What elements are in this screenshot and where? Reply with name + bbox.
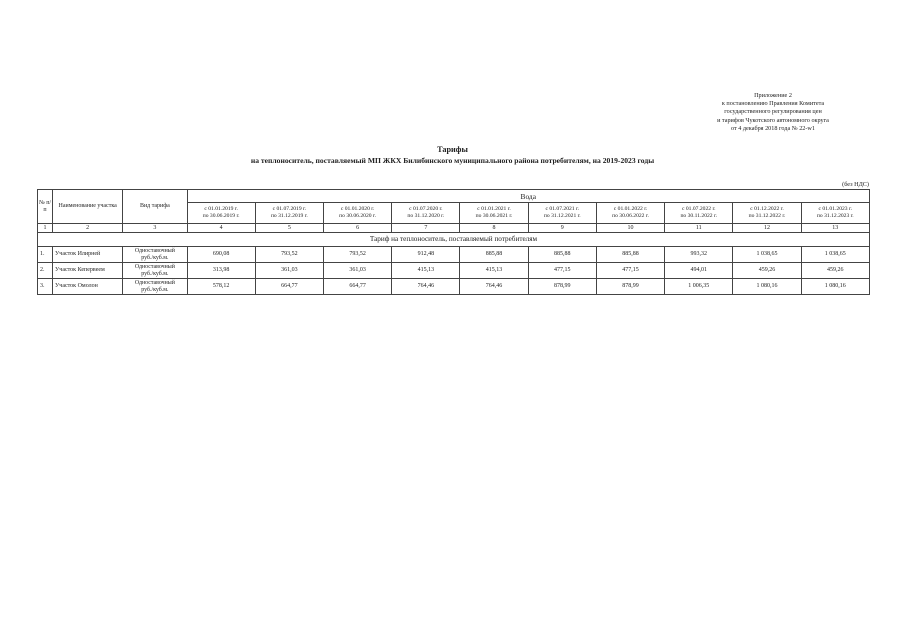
column-number: 3 (123, 224, 187, 233)
header-period: с 01.07.2020 г. по 31.12.2020 г. (392, 203, 460, 224)
appendix-date-line: от 4 декабря 2018 года № 22-w1 (730, 124, 815, 132)
section-title: Тариф на теплоноситель, поставляемый потребителям (38, 233, 870, 247)
header-site: Наименование участка (53, 190, 123, 224)
tariff-value: 690,08 (187, 247, 255, 263)
tariff-value: 1 080,16 (801, 279, 869, 295)
tariff-value: 1 038,65 (733, 247, 801, 263)
header-period: с 01.07.2019 г. по 31.12.2019 г. (255, 203, 323, 224)
site-name: Участок Илирней (53, 247, 123, 263)
tariff-value: 885,88 (596, 247, 664, 263)
tariff-value: 1 080,16 (733, 279, 801, 295)
header-period: с 01.07.2022 г. по 30.11.2022 г. (665, 203, 733, 224)
tariff-table (37, 189, 870, 295)
column-number: 9 (528, 224, 596, 233)
row-number: 1. (38, 247, 53, 263)
row-number: 3. (38, 279, 53, 295)
tariff-value: 664,77 (323, 279, 391, 295)
tariff-value: 885,88 (460, 247, 528, 263)
tariff-value: 793,52 (255, 247, 323, 263)
header-period: с 01.01.2022 г. по 30.06.2022 г. (596, 203, 664, 224)
tariff-type: Одноставочный руб./куб.м. (123, 279, 187, 295)
tariff-value: 459,26 (733, 263, 801, 279)
site-name: Участок Омолон (53, 279, 123, 295)
column-number: 2 (53, 224, 123, 233)
appendix-header (682, 92, 864, 133)
tariff-value: 664,77 (255, 279, 323, 295)
section-row (38, 233, 870, 247)
vat-note: (без НДС) (842, 181, 869, 188)
tariff-value: 415,13 (392, 263, 460, 279)
column-number: 6 (323, 224, 391, 233)
table-row (38, 263, 870, 279)
document-title: Тарифы (437, 145, 468, 154)
tariff-value: 878,99 (596, 279, 664, 295)
document-subtitle: на теплоноситель, поставляемый МП ЖКХ Билибинского муниципального района потребителям, на 2019-2023 годы (250, 156, 655, 165)
tariff-value: 415,13 (460, 263, 528, 279)
appendix-title: Приложение 2 (754, 92, 792, 99)
tariff-value: 912,48 (392, 247, 460, 263)
column-number: 11 (665, 224, 733, 233)
tariff-value: 578,12 (187, 279, 255, 295)
column-number: 1 (38, 224, 53, 233)
column-number: 12 (733, 224, 801, 233)
tariff-value: 477,15 (596, 263, 664, 279)
header-num: № п/п (38, 190, 53, 224)
tariff-value: 494,01 (665, 263, 733, 279)
column-number: 7 (392, 224, 460, 233)
tariff-value: 993,32 (665, 247, 733, 263)
row-number: 2. (38, 263, 53, 279)
appendix-line: и тарифов Чукотского автономного округа (717, 116, 829, 124)
column-number: 13 (801, 224, 869, 233)
tariff-value: 1 006,35 (665, 279, 733, 295)
tariff-value: 885,88 (528, 247, 596, 263)
header-period: с 01.01.2021 г. по 30.06.2021 г. (460, 203, 528, 224)
tariff-value: 459,26 (801, 263, 869, 279)
appendix-line: государственного регулирования цен (724, 108, 822, 116)
tariff-type: Одноставочный руб./куб.м. (123, 263, 187, 279)
tariff-value: 313,98 (187, 263, 255, 279)
header-tariff-type: Вид тарифа (123, 190, 187, 224)
header-period: с 01.01.2019 г. по 30.06.2019 г. (187, 203, 255, 224)
tariff-value: 361,03 (323, 263, 391, 279)
header-period: с 01.12.2022 г. по 31.12.2022 г. (733, 203, 801, 224)
tariff-value: 1 038,65 (801, 247, 869, 263)
tariff-value: 764,46 (392, 279, 460, 295)
tariff-value: 477,15 (528, 263, 596, 279)
column-number: 5 (255, 224, 323, 233)
tariff-value: 793,52 (323, 247, 391, 263)
table-row (38, 279, 870, 295)
column-numbers-row (38, 224, 870, 233)
table-row (38, 247, 870, 263)
tariff-value: 764,46 (460, 279, 528, 295)
column-number: 8 (460, 224, 528, 233)
header-period: с 01.01.2023 г. по 31.12.2023 г. (801, 203, 869, 224)
header-water: Вода (187, 190, 870, 203)
appendix-line: к постановлению Правления Комитета (721, 100, 825, 108)
header-period: с 01.07.2021 г. по 31.12.2021 г. (528, 203, 596, 224)
site-name: Участок Кепервеем (53, 263, 123, 279)
tariff-value: 878,99 (528, 279, 596, 295)
column-number: 4 (187, 224, 255, 233)
column-number: 10 (596, 224, 664, 233)
tariff-type: Одноставочный руб./куб.м. (123, 247, 187, 263)
tariff-value: 361,03 (255, 263, 323, 279)
header-period: с 01.01.2020 г. по 30.06.2020 г. (323, 203, 391, 224)
